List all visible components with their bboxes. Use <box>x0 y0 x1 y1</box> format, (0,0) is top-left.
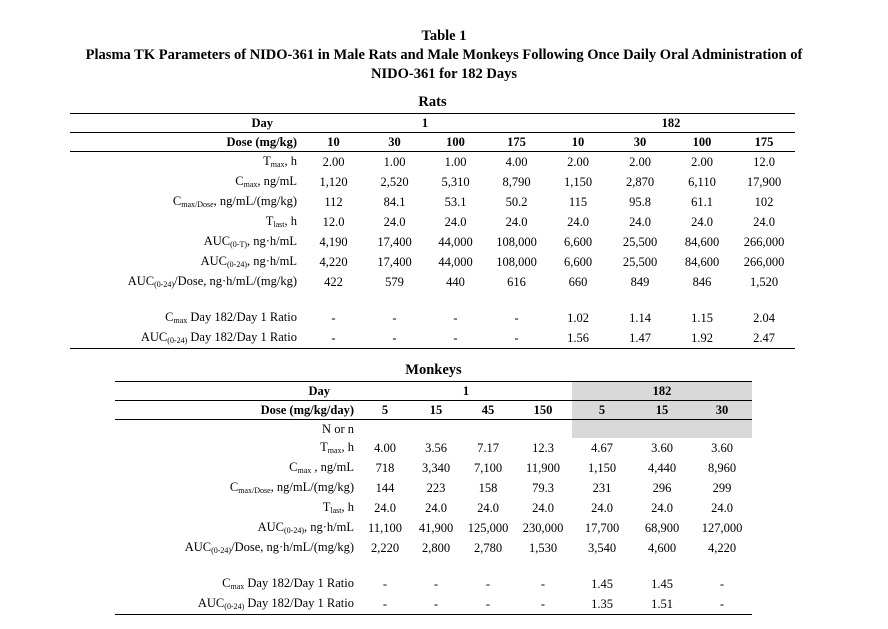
table-cell: 24.0 <box>425 501 447 515</box>
table-cell: 24.0 <box>753 215 775 229</box>
table-cell: 125,000 <box>467 521 509 535</box>
rats-body <box>70 152 795 349</box>
table-row <box>115 478 752 498</box>
row-label-main: C <box>172 194 182 208</box>
table-cell: 2.04 <box>753 311 775 325</box>
table-number: Table 1 <box>421 28 467 44</box>
table-cell: 79.3 <box>532 481 554 495</box>
table-cell: 266,000 <box>743 235 785 249</box>
dose-header-cell: 150 <box>514 401 572 420</box>
table-cell: 849 <box>630 275 650 289</box>
row-label <box>70 212 303 232</box>
table-row <box>70 192 795 212</box>
row-label-main: C <box>165 310 174 324</box>
row-label-unit: , ng/mL/(mg/kg) <box>270 480 354 494</box>
table-cell: 718 <box>375 461 395 475</box>
row-label-main: AUC <box>257 520 284 534</box>
row-label-unit: , ng/mL/(mg/kg) <box>213 194 297 208</box>
table-row <box>115 538 752 558</box>
table-row <box>70 152 795 173</box>
table-cell: 84,600 <box>684 255 720 269</box>
monkeys-day-label: Day <box>115 382 360 401</box>
dose-header-cell: 15 <box>632 401 692 420</box>
row-label-subscript: max <box>243 180 258 189</box>
table-cell: 4.00 <box>505 155 528 169</box>
dose-header-cell: 5 <box>360 401 410 420</box>
table-row <box>70 272 795 292</box>
row-label <box>70 272 303 292</box>
table-cell: 1,150 <box>563 175 593 189</box>
table-cell: 12.0 <box>322 215 345 229</box>
row-label-unit: Day 182/Day 1 Ratio <box>244 596 354 610</box>
table-title-line1: Plasma TK Parameters of NIDO-361 in Male Rats and Male Monkeys Following Once Daily Oral Administration of <box>85 47 803 63</box>
row-label-main: T <box>265 214 274 228</box>
table-cell: 296 <box>652 481 672 495</box>
dose-header-cell: 100 <box>425 133 486 152</box>
table-cell: 3.56 <box>425 441 447 455</box>
table-cell: 158 <box>478 481 498 495</box>
row-label-main: C <box>229 480 239 494</box>
table-cell: 1.00 <box>383 155 406 169</box>
table-cell: 1.56 <box>547 328 609 349</box>
table-cell: 7,100 <box>473 461 503 475</box>
row-label <box>70 232 303 252</box>
ratio-row <box>115 594 752 615</box>
table-cell: 44,000 <box>438 235 473 249</box>
spacer-row <box>115 558 752 574</box>
row-label <box>115 574 360 594</box>
ratio-row <box>115 574 752 594</box>
table-cell: 223 <box>426 481 446 495</box>
table-cell: 2,870 <box>625 175 655 189</box>
table-cell: 24.0 <box>444 215 467 229</box>
table-cell: 1,520 <box>749 275 779 289</box>
table-cell: - <box>692 594 752 615</box>
table-cell: 108,000 <box>496 235 537 249</box>
table-cell: 127,000 <box>701 521 743 535</box>
row-label-main: AUC <box>203 234 231 248</box>
row-label-unit: Day 182/Day 1 Ratio <box>187 330 297 344</box>
row-label-main: AUC <box>197 596 225 610</box>
table-cell: 84.1 <box>383 195 406 209</box>
monkeys-day-header-row <box>115 382 752 401</box>
table-cell: 24.0 <box>383 215 406 229</box>
row-label-main: C <box>235 174 244 188</box>
rats-tk-table <box>70 113 795 349</box>
row-label <box>70 192 303 212</box>
dose-header-cell: 30 <box>609 133 671 152</box>
row-label <box>115 538 360 558</box>
table-cell: 25,500 <box>622 235 658 249</box>
row-label <box>70 172 303 192</box>
table-cell: 2.00 <box>322 155 345 169</box>
dose-header-cell: 10 <box>303 133 364 152</box>
table-cell: 579 <box>385 275 404 289</box>
table-cell: - <box>514 594 572 615</box>
row-label-subscript: max <box>327 446 342 455</box>
table-cell: 6,110 <box>688 175 716 189</box>
row-label-subscript: last <box>330 506 342 515</box>
row-label-subscript: (0-24) <box>224 602 245 611</box>
table-cell: 3.60 <box>711 441 733 455</box>
table-cell: 2.00 <box>691 155 713 169</box>
table-cell: 24.0 <box>591 501 613 515</box>
table-cell: - <box>453 311 458 325</box>
table-cell: - <box>364 328 425 349</box>
table-row <box>70 252 795 272</box>
table-cell: 4,220 <box>319 255 348 269</box>
row-label-subscript: max <box>297 466 312 475</box>
table-cell: 144 <box>375 481 395 495</box>
row-label-subscript: (0-24) <box>211 546 232 555</box>
rats-dose-label: Dose (mg/kg) <box>70 133 303 152</box>
table-cell: 24.0 <box>711 501 733 515</box>
rats-section-label: Rats <box>418 94 447 110</box>
row-label-main: T <box>320 440 328 454</box>
table-cell: 2.00 <box>567 155 589 169</box>
rats-day1-header: 1 <box>303 114 547 133</box>
row-label <box>70 252 303 272</box>
row-label <box>115 438 360 458</box>
table-cell: 84,600 <box>684 235 720 249</box>
table-cell: 17,400 <box>377 235 412 249</box>
table-cell: 4.00 <box>374 441 396 455</box>
table-cell: 6,600 <box>563 235 593 249</box>
table-cell: - <box>486 328 547 349</box>
table-cell: - <box>485 577 491 591</box>
table-cell: - <box>514 311 519 325</box>
monkeys-section-label: Monkeys <box>405 362 462 378</box>
table-cell: 25,500 <box>622 255 658 269</box>
table-cell: 846 <box>692 275 712 289</box>
table-cell: 115 <box>568 195 588 209</box>
ratio-row <box>70 308 795 328</box>
table-cell: 1.02 <box>567 311 589 325</box>
dose-header-cell: 175 <box>733 133 795 152</box>
dose-header-cell: 100 <box>671 133 733 152</box>
table-cell: 8,960 <box>707 461 737 475</box>
row-label-unit: , ng·h/mL <box>247 254 297 268</box>
row-label-main: T <box>322 500 331 514</box>
row-label-unit: , h <box>284 154 297 168</box>
table-cell: 422 <box>324 275 343 289</box>
dose-header-cell: 30 <box>364 133 425 152</box>
table-cell: 3,340 <box>421 461 451 475</box>
table-row <box>70 232 795 252</box>
ratio-row <box>70 328 795 349</box>
table-cell: 11,100 <box>368 521 402 535</box>
table-cell: 108,000 <box>496 255 537 269</box>
table-cell: 1.45 <box>651 577 673 591</box>
row-label-unit: , ng/mL <box>257 174 297 188</box>
table-row <box>115 458 752 478</box>
table-cell: - <box>382 577 388 591</box>
table-cell: 1.47 <box>609 328 671 349</box>
table-cell: 4.67 <box>591 441 613 455</box>
spacer-row <box>70 292 795 308</box>
table-cell: 5,310 <box>441 175 470 189</box>
table-cell: 24.0 <box>505 215 528 229</box>
table-cell: 8,790 <box>502 175 531 189</box>
table-cell: 24.0 <box>532 501 554 515</box>
row-label <box>115 518 360 538</box>
table-cell: 2.47 <box>733 328 795 349</box>
table-cell: 266,000 <box>743 255 785 269</box>
table-cell: 3,540 <box>587 541 617 555</box>
row-label-unit: , h <box>284 214 297 228</box>
row-label-main: T <box>263 154 271 168</box>
table-cell: - <box>303 328 364 349</box>
row-label-unit: Day 182/Day 1 Ratio <box>244 576 354 590</box>
row-label-subscript: max/Dose <box>181 200 214 209</box>
table-cell: 231 <box>592 481 612 495</box>
table-cell: 1.45 <box>591 577 613 591</box>
table-cell: 17,700 <box>584 521 620 535</box>
table-cell: 4,220 <box>707 541 737 555</box>
table-cell: - <box>719 577 725 591</box>
table-cell: 17,400 <box>377 255 412 269</box>
table-cell: 4,600 <box>647 541 677 555</box>
table-cell: 6,600 <box>563 255 593 269</box>
table-cell: 2,780 <box>473 541 503 555</box>
table-cell: 4,190 <box>319 235 348 249</box>
table-cell: 1.00 <box>444 155 467 169</box>
row-label-main: AUC <box>200 254 227 268</box>
table-cell: 102 <box>754 195 774 209</box>
table-cell: 1.14 <box>629 311 651 325</box>
table-cell: 112 <box>324 195 343 209</box>
dose-header-cell: 15 <box>410 401 462 420</box>
table-cell: 24.0 <box>651 501 673 515</box>
table-cell: 24.0 <box>629 215 651 229</box>
table-cell: 61.1 <box>691 195 713 209</box>
row-label-subscript: (0-24) <box>154 280 175 289</box>
monkeys-n-row <box>115 420 752 439</box>
dose-header-cell: 30 <box>692 401 752 420</box>
row-label <box>70 152 303 173</box>
table-row <box>115 518 752 538</box>
table-cell: 4,440 <box>647 461 677 475</box>
dose-header-cell: 10 <box>547 133 609 152</box>
row-label-main: AUC <box>140 330 168 344</box>
table-cell: 95.8 <box>629 195 651 209</box>
table-cell: 17,900 <box>746 175 782 189</box>
table-cell: 616 <box>507 275 526 289</box>
row-label <box>115 478 360 498</box>
table-cell: - <box>433 577 439 591</box>
row-label-unit: Day 182/Day 1 Ratio <box>187 310 297 324</box>
row-label-unit: , h <box>341 500 354 514</box>
row-label-unit: /Dose, ng·h/mL/(mg/kg) <box>231 540 354 554</box>
table-cell: 660 <box>568 275 588 289</box>
table-cell: - <box>360 594 410 615</box>
row-label <box>70 308 303 328</box>
table-cell: 24.0 <box>374 501 396 515</box>
table-cell: 12.3 <box>532 441 554 455</box>
table-row <box>115 438 752 458</box>
monkeys-n-label: N or n <box>322 422 354 436</box>
row-label-main: C <box>222 576 231 590</box>
table-cell: 11,900 <box>526 461 560 475</box>
row-label-subscript: max <box>173 316 188 325</box>
monkeys-dose-header-row <box>115 401 752 420</box>
row-label <box>115 498 360 518</box>
table-cell: 1.51 <box>632 594 692 615</box>
table-cell: 440 <box>446 275 465 289</box>
monkeys-dose-label: Dose (mg/kg/day) <box>115 401 360 420</box>
table-cell: 230,000 <box>522 521 564 535</box>
rats-day182-header: 182 <box>547 114 795 133</box>
table-cell: - <box>540 577 546 591</box>
table-cell: 2,800 <box>421 541 451 555</box>
row-label <box>115 458 360 478</box>
row-label-subscript: max <box>270 160 285 169</box>
table-row <box>70 212 795 232</box>
table-cell: 12.0 <box>753 155 775 169</box>
monkeys-tk-table <box>115 381 752 615</box>
table-cell: 24.0 <box>691 215 713 229</box>
row-label <box>115 594 360 615</box>
table-cell: - <box>410 594 462 615</box>
monkeys-body <box>115 438 752 615</box>
row-label-subscript: (0-24) <box>284 526 304 535</box>
dose-header-cell: 5 <box>572 401 632 420</box>
table-cell: - <box>392 311 397 325</box>
table-cell: 1,120 <box>319 175 348 189</box>
table-cell: 1,530 <box>528 541 558 555</box>
row-label-unit: , ng/mL <box>311 460 354 474</box>
monkeys-day1-header: 1 <box>360 382 572 401</box>
row-label-subscript: (0-T) <box>230 240 247 249</box>
monkeys-day182-header: 182 <box>572 382 752 401</box>
table-cell: - <box>425 328 486 349</box>
row-label-unit: , h <box>341 440 354 454</box>
table-row <box>115 498 752 518</box>
row-label-main: C <box>289 460 298 474</box>
rats-dose-header-row <box>70 133 795 152</box>
dose-header-cell: 45 <box>462 401 514 420</box>
table-row <box>70 172 795 192</box>
rats-day-header-row <box>70 114 795 133</box>
table-cell: 2,520 <box>380 175 409 189</box>
row-label-subscript: max/Dose <box>238 486 271 495</box>
rats-day-label: Day <box>70 114 303 133</box>
table-cell: 41,900 <box>418 521 454 535</box>
table-cell: 53.1 <box>444 195 467 209</box>
table-cell: 24.0 <box>567 215 589 229</box>
table-title-line2: NIDO-361 for 182 Days <box>371 66 517 82</box>
row-label-main: AUC <box>127 274 155 288</box>
table-cell: 2.00 <box>629 155 651 169</box>
row-label-subscript: last <box>273 220 285 229</box>
table-cell: 1.35 <box>572 594 632 615</box>
table-cell: 299 <box>712 481 732 495</box>
table-cell: 68,900 <box>644 521 680 535</box>
table-cell: 50.2 <box>505 195 528 209</box>
row-label-subscript: max <box>230 582 245 591</box>
table-cell: 1.92 <box>671 328 733 349</box>
table-cell: 1.15 <box>691 311 713 325</box>
table-cell: 3.60 <box>651 441 673 455</box>
table-cell: 2,220 <box>370 541 400 555</box>
table-cell: 24.0 <box>477 501 499 515</box>
row-label-subscript: (0-24) <box>167 336 188 345</box>
table-cell: 7.17 <box>477 441 499 455</box>
table-cell: 44,000 <box>438 255 473 269</box>
row-label <box>70 328 303 349</box>
row-label-unit: /Dose, ng·h/mL/(mg/kg) <box>174 274 297 288</box>
row-label-main: AUC <box>184 540 212 554</box>
table-cell: - <box>462 594 514 615</box>
table-cell: - <box>331 311 336 325</box>
table-cell: 1,150 <box>587 461 617 475</box>
row-label-unit: , ng·h/mL <box>304 520 354 534</box>
row-label-subscript: (0-24) <box>227 260 247 269</box>
row-label-unit: , ng·h/mL <box>247 234 297 248</box>
dose-header-cell: 175 <box>486 133 547 152</box>
